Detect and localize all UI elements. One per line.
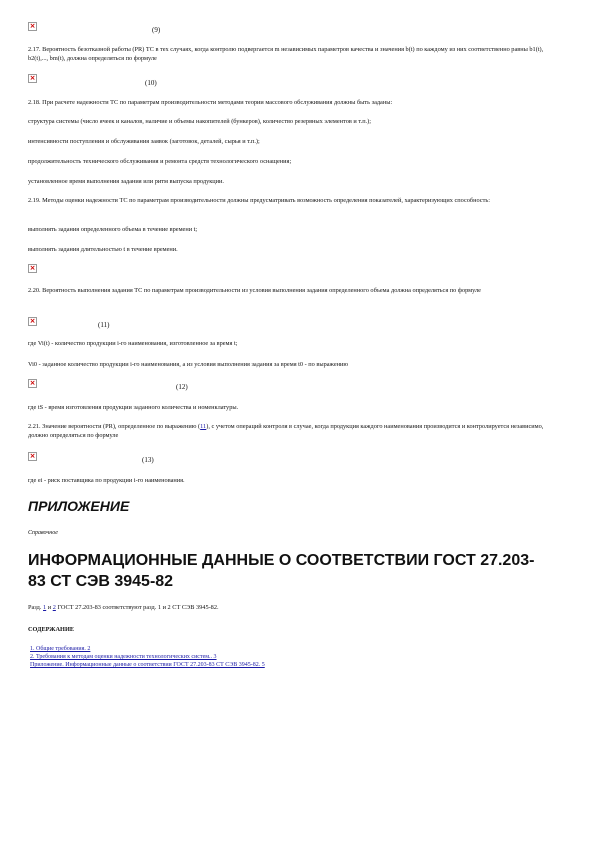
- section-link-2[interactable]: 2: [52, 604, 56, 611]
- paragraph-2-18: 2.18. При расчете надежности ТС по параметрам производительности методами теории массового обслуживания должны быть заданы:: [28, 99, 393, 106]
- equation-number: (12): [176, 383, 188, 391]
- paragraph-2-17: 2.17. Вероятность безотказной работы (PR) ТС в тех случаях, когда контролю подвергается m независимых параметров качества и значения b(t) по каждому из них соответственно равны b1(t), b2(t),..., bm(t), должна определяться по формуле: [28, 46, 544, 62]
- note-text: Разд.: [28, 604, 44, 611]
- note-text: и: [46, 604, 53, 611]
- paragraph-2-19: 2.19. Методы оценки надежности ТС по параметрам производительности должны предусматривать возможность определения показателей, характеризующих способность:: [28, 197, 490, 204]
- list-item: выполнять задания определенного объема в течение времени t;: [28, 226, 198, 233]
- list-item: продолжительность технического обслуживания и ремонта средств технологического оснащения;: [28, 158, 292, 165]
- section-link-1[interactable]: 1: [43, 604, 47, 611]
- appendix-heading: ИНФОРМАЦИОННЫЕ ДАННЫЕ О СООТВЕТСТВИИ ГОСТ 27.203-83 СТ СЭВ 3945-82: [28, 552, 535, 590]
- broken-image-icon: ×: [29, 74, 36, 82]
- toc-link[interactable]: Приложение. Информационные данные о соответствии ГОСТ 27.203-83 СТ СЭВ 3945-82. 5: [30, 662, 265, 668]
- broken-image-icon: ×: [29, 22, 36, 30]
- toc-link[interactable]: 2. Требования к методам оценки надежности технологических систем.. 3: [30, 654, 217, 660]
- list-item: выполнять задания длительностью t в течение времени.: [28, 246, 178, 253]
- note-text: ГОСТ 27.203-83 соответствуют разд. 1 и 2 СТ СЭВ 3945-82.: [55, 604, 219, 611]
- paragraph-where: где Vi(t) - количество продукции i-го наименования, изготовленное за время t;: [28, 340, 238, 347]
- paragraph-where: где еi - риск поставщика по продукции i-го наименования.: [28, 477, 185, 484]
- broken-image-icon: ×: [29, 317, 36, 325]
- equation-number: (10): [145, 79, 157, 87]
- paragraph-where: Vi0 - заданное количество продукции i-го наименования, а из условия выполнения задания за время t0 - по выражению: [28, 361, 349, 368]
- contents-title: СОДЕРЖАНИЕ: [28, 626, 75, 633]
- paragraph-2-20: 2.20. Вероятность выполнения задания ТС по параметрам производительности из условия выполнения задания определенного объема должна определяться по формуле: [28, 287, 481, 294]
- paragraph-2-21: [28, 422, 558, 440]
- equation-number: (9): [152, 26, 161, 34]
- appendix-subtitle: Справочное: [28, 530, 58, 536]
- broken-image-icon: ×: [29, 379, 36, 387]
- paragraph-text: 2.21. Значение вероятности (PR), определенное по выражению (: [28, 423, 201, 430]
- paragraph-where: где tS - время изготовления продукции заданного количества и номенклатуры.: [28, 404, 239, 411]
- toc-list: [30, 645, 265, 669]
- list-item: интенсивности поступления и обслуживания заявок (заготовок, деталей, сырья и т.п.);: [28, 138, 260, 145]
- list-item: установленное время выполнения задания или ритм выпуска продукции.: [28, 178, 224, 185]
- broken-image-icon: ×: [29, 264, 36, 272]
- formula-link-11[interactable]: 11: [200, 423, 207, 430]
- paragraph-text: ), с учетом операций контроля в случае, когда продукция каждого наименования производится и контролируется независимо, должно определяться по формуле: [28, 423, 544, 439]
- equation-number: (11): [98, 321, 110, 329]
- correspondence-note: [28, 603, 219, 612]
- equation-number: (13): [142, 456, 154, 464]
- appendix-title: ПРИЛОЖЕНИЕ: [28, 498, 130, 514]
- broken-image-icon: ×: [29, 452, 36, 460]
- toc-link[interactable]: 1. Общие требования. 2: [30, 646, 91, 652]
- list-item: структура системы (число ячеек и каналов, наличие и объемы накопителей (бункеров), количество резервных элементов и т.п.);: [28, 118, 371, 125]
